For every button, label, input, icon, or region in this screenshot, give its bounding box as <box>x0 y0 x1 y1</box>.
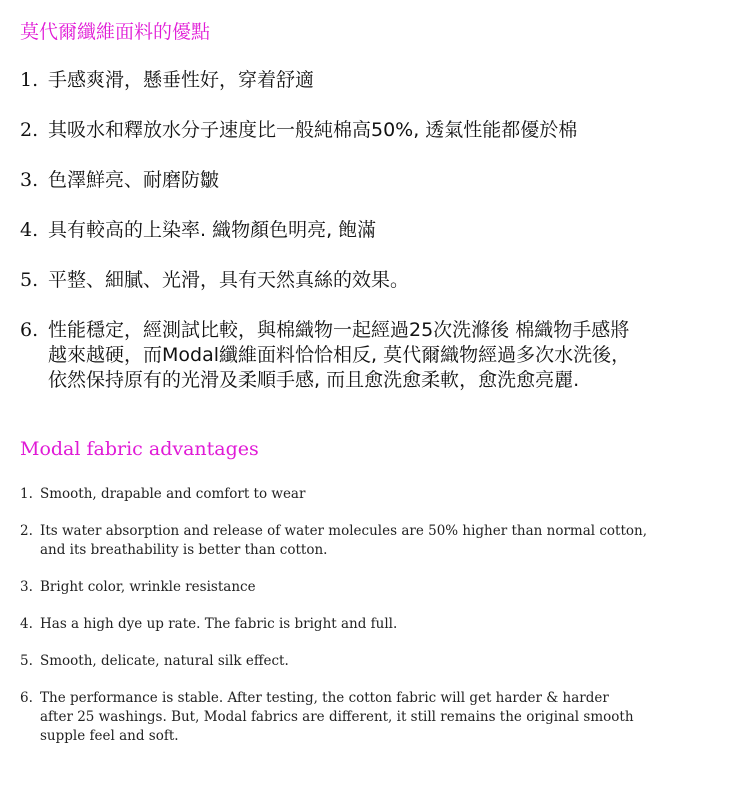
list-item <box>20 485 730 504</box>
item-number: 2. <box>20 119 39 141</box>
item-text-line-1: Its water absorption and release of water molecules are 50% higher than normal cotton, <box>40 523 648 539</box>
item-number: 3. <box>20 579 33 595</box>
item-number: 3. <box>20 169 39 191</box>
item-number: 6. <box>20 690 33 706</box>
item-text-line-3: supple feel and soft. <box>40 728 179 744</box>
item-text: Bright color, wrinkle resistance <box>40 579 256 595</box>
item-text-line-3: 依然保持原有的光滑及柔順手感, 而且愈洗愈柔軟，愈洗愈亮麗. <box>48 369 580 391</box>
item-text-line-1: 性能穩定，經測試比較，與棉織物一起經過25次洗滌後 棉織物手感將 <box>48 319 630 341</box>
item-text: Has a high dye up rate. The fabric is bright and full. <box>40 616 398 632</box>
list-item <box>20 689 730 746</box>
english-advantages-list <box>20 485 730 764</box>
item-number: 5. <box>20 269 39 291</box>
item-number: 6. <box>20 319 39 341</box>
list-item <box>20 68 740 93</box>
list-item <box>20 522 730 560</box>
item-number: 1. <box>20 486 33 502</box>
list-item <box>20 168 740 193</box>
item-text-line-2: after 25 washings. But, Modal fabrics are different, it still remains the original smooth <box>40 709 634 725</box>
item-text-line-1: The performance is stable. After testing, the cotton fabric will get harder & harder <box>40 690 609 706</box>
chinese-advantages-list <box>20 68 740 418</box>
item-text-line-2: 越來越硬，而Modal纖維面料恰恰相反, 莫代爾織物經過多次水洗後， <box>48 344 631 366</box>
item-number: 4. <box>20 616 33 632</box>
list-item <box>20 268 740 293</box>
list-item <box>20 652 730 671</box>
chinese-section-title: 莫代爾纖維面料的優點 <box>20 21 211 43</box>
item-text: 平整、細膩、光滑，具有天然真絲的效果。 <box>48 269 410 291</box>
item-text-line-2: and its breathability is better than cotton. <box>40 542 328 558</box>
list-item <box>20 118 740 143</box>
item-text: 其吸水和釋放水分子速度比一般純棉高50%, 透氣性能都優於棉 <box>48 119 578 141</box>
list-item <box>20 615 730 634</box>
item-number: 5. <box>20 653 33 669</box>
list-item <box>20 578 730 597</box>
item-number: 2. <box>20 523 33 539</box>
item-number: 4. <box>20 219 39 241</box>
item-text: 手感爽滑，懸垂性好，穿着舒適 <box>48 69 315 91</box>
english-section-title: Modal fabric advantages <box>20 438 259 460</box>
list-item <box>20 218 740 243</box>
item-number: 1. <box>20 69 39 91</box>
item-text: Smooth, delicate, natural silk effect. <box>40 653 289 669</box>
item-text: 色澤鮮亮、耐磨防皺 <box>48 169 220 191</box>
item-text: 具有較高的上染率. 織物顏色明亮, 飽滿 <box>48 219 377 241</box>
item-text: Smooth, drapable and comfort to wear <box>40 486 306 502</box>
list-item <box>20 318 740 393</box>
